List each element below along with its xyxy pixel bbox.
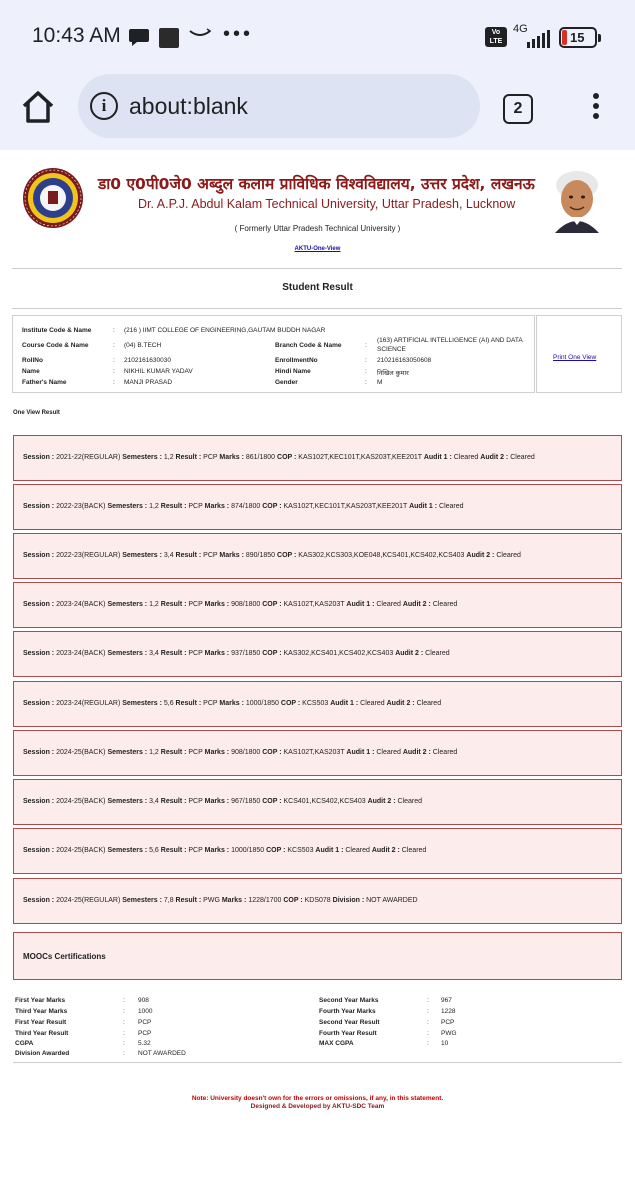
session-field-value: 5,6 [163,700,176,707]
clock: 10:43 AM [32,24,121,47]
hindi-name-label: Hindi Name [275,368,311,375]
colon: : [113,342,115,349]
session-field-label: Marks : [204,650,232,657]
session-field-label: Audit 2 : [402,601,433,608]
session-field-value: PCP [188,749,205,756]
session-field-label: Semesters : [107,847,150,854]
session-text [23,503,464,510]
session-field-label: Audit 2 : [480,454,511,461]
session-field-label: Marks : [219,454,246,461]
session-field-value: 5,6 [149,847,161,854]
more-notifications-icon: ••• [223,23,254,45]
session-field-value: 890/1850 [245,552,278,559]
session-field-label: Result : [160,601,189,608]
session-field-value: Cleared [360,700,387,707]
chat-bubble-icon [128,27,150,51]
session-text [23,847,426,854]
session-field-value: PCP [188,601,205,608]
session-field-label: Semesters : [122,700,164,707]
session-field-label: Semesters : [107,749,150,756]
session-field-value: Cleared [453,454,481,461]
print-one-view-link[interactable]: Print One View [553,354,597,361]
session-field-label: Marks : [204,798,232,805]
session-field-label: Audit 2 : [367,798,398,805]
tab-switcher-button[interactable]: 2 [503,94,533,124]
session-field-label: Result : [175,552,204,559]
session-field-label: Marks : [204,749,232,756]
session-field-label: Semesters : [107,503,150,510]
father-name-label: Father's Name [22,379,67,386]
session-field-value: 1000/1850 [245,700,281,707]
session-row [13,779,622,825]
institute-label: Institute Code & Name [22,327,92,334]
session-field-value: 967/1850 [231,798,263,805]
session-field-label: Audit 1 : [346,749,377,756]
rollno-value: 2102161630030 [124,357,171,364]
session-field-value: Cleared [425,650,450,657]
session-row [13,484,622,530]
session-row [13,533,622,579]
volte-icon: Vo LTE [485,27,507,47]
session-field-value: 1000/1850 [231,847,267,854]
session-text [23,650,450,657]
session-field-label: Semesters : [107,650,150,657]
session-field-label: Result : [160,503,189,510]
divider [12,308,622,309]
institute-value: (216 ) IIMT COLLEGE OF ENGINEERING,GAUTAM BUDDH NAGAR [124,327,326,334]
session-field-value: Cleared [397,798,423,805]
session-field-value: Cleared [376,749,403,756]
session-field-value: PCP [203,552,220,559]
hindi-name-value: निखिल कुमार [377,370,409,377]
kalam-portrait [541,165,613,233]
session-field-label: COP : [262,798,284,805]
session-row [13,730,622,776]
swoosh-icon [188,23,212,47]
session-field-label: COP : [277,552,299,559]
session-field-value: KDS078 [304,897,333,904]
colon: : [365,379,367,386]
colon: : [113,368,115,375]
session-field-label: Audit 1 : [330,700,361,707]
session-field-value: 874/1800 [231,503,263,510]
session-field-value: PWG [203,897,222,904]
name-value: NIKHIL KUMAR YADAV [124,368,193,375]
university-logo [22,167,84,229]
session-field-label: Audit 1 : [346,601,377,608]
session-field-value: 2022-23(REGULAR) [56,552,123,559]
session-field-label: Audit 2 : [386,700,417,707]
session-field-value: 2024-25(REGULAR) [56,897,123,904]
session-field-label: Result : [175,700,204,707]
session-text [23,700,441,707]
session-field-label: Audit 1 : [315,847,346,854]
session-field-label: Result : [175,454,204,461]
session-field-value: KAS102T,KEC101T,KAS203T,KEE201T [283,503,410,510]
session-field-label: Session : [23,601,57,608]
session-field-label: Session : [23,798,57,805]
session-field-value: Cleared [376,601,403,608]
session-field-label: Audit 1 : [409,503,440,510]
colon: : [365,342,367,349]
session-field-label: Audit 2 : [395,650,426,657]
session-field-label: Session : [23,897,57,904]
session-field-value: 2021-22(REGULAR) [56,454,123,461]
battery-level: 15 [570,30,585,45]
browser-toolbar [0,72,635,150]
session-field-value: 1,2 [149,601,161,608]
university-header [0,160,635,233]
session-text [23,798,422,805]
branch-label: Branch Code & Name [275,342,342,349]
colon: : [365,357,367,364]
university-name-hindi: डा0 ए0पी0जे0 अब्दुल कलाम प्राविधिक विश्वविद्यालय, उत्तर प्रदेश, लखनऊ [98,175,535,193]
session-field-value: PCP [188,798,205,805]
session-field-value: PCP [203,454,220,461]
session-field-value: NOT AWARDED [366,897,418,904]
designed-by: Designed & Developed by AKTU-SDC Team [250,1103,385,1110]
session-text [23,749,457,756]
session-field-value: KAS302,KCS401,KCS402,KCS403 [283,650,396,657]
session-field-value: Cleared [401,847,427,854]
gender-value: M [377,379,383,386]
session-row [13,435,622,481]
session-field-value: 937/1850 [231,650,263,657]
session-field-value: 7,8 [163,897,176,904]
session-field-value: PCP [188,847,205,854]
session-field-value: Cleared [432,749,458,756]
session-text [23,454,535,461]
page-title: Student Result [282,282,353,293]
session-field-value: 1,2 [163,454,176,461]
overflow-menu-icon[interactable] [584,93,608,123]
session-field-value: KAS102T,KAS203T [283,749,347,756]
session-field-label: Session : [23,552,57,559]
session-field-label: COP : [280,700,303,707]
disclaimer-note: Note: University doesn't own for the errors or omissions, if any, in this statement. [191,1095,444,1102]
session-field-value: 2023-24(BACK) [56,650,108,657]
session-field-label: Session : [23,700,57,707]
session-field-value: Cleared [510,454,535,461]
session-field-value: KAS302,KCS303,KOE048,KCS401,KCS402,KCS403 [298,552,467,559]
session-field-value: Cleared [496,552,521,559]
enrollment-label: EnrollmentNo [275,357,318,364]
session-field-label: COP : [262,601,284,608]
session-field-value: 2024-25(BACK) [56,798,108,805]
one-view-result-label: One View Result [13,410,60,416]
session-row [13,681,622,727]
session-field-label: Session : [23,847,57,854]
session-field-label: Marks : [219,552,246,559]
network-type: 4G [513,23,528,35]
session-field-value: Cleared [432,601,458,608]
session-field-value: 2024-25(BACK) [56,749,108,756]
branch-value-line-2: SCIENCE [377,346,406,353]
session-row [13,582,622,628]
session-field-label: Result : [160,749,189,756]
session-field-value: 3,4 [163,552,176,559]
session-field-label: Semesters : [122,454,164,461]
session-field-label: Semesters : [122,552,164,559]
session-field-value: 908/1800 [231,749,263,756]
aktu-one-view-link[interactable]: AKTU-One-View [294,246,341,252]
divider [13,1062,622,1063]
course-label: Course Code & Name [22,342,89,349]
result-page: डा0 ए0पी0जे0 अब्दुल कलाम प्राविधिक विश्वविद्यालय, उत्तर प्रदेश, लखनऊ Dr. A.P.J. Abdul Kalam Technical University, Uttar Pradesh, Lucknow ( Formerly Uttar Pradesh Technical University ) AKTU-One-View Student Result Institute Code & Name : (216 ) IIMT COLLEGE OF ENGINEERING,GAUTAM BUDDH NAGAR Course Code & Name : (04) B.TECH Branch Code & Name : (163) ARTIFICIAL INTELLIGENCE (AI) AND DATA SCIENCE RollNo : 2102161630030 EnrollmentNo : 210216163050608 Name : NIKHIL KUMAR YADAV Hindi Name : निखिल कुमार Father's Name : MANJI PRASAD Gender : M Print One View One View Result Session : 2021-22(REGULAR) Semesters : 1,2 Result : PCP Marks : 861/1800 COP : KAS102T,KEC101T,KAS203T,KEE201T Audit 1 : Cleared Audit 2 : Cleared Session : 2022-23(BACK) Semesters : 1,2 Result : PCP Marks : 874/1800 COP : KAS102T,KEC101T,KAS203T,KEE201T Audit 1 : Cleared Session : 2022-23(REGULAR) Semesters : 3,4 Result : PCP Marks : 890/1850 COP : KAS302,KCS303,KOE048,KCS401,KCS402,KCS403 Audit 2 : Cleared Session : 2023-24(BACK) Semesters : 1,2 Result : PCP Marks : 908/1800 COP : KAS102T,KAS203T Audit 1 : Cleared Audit 2 : Cleared Session : 2023-24(BACK) Semesters : 3,4 Result : PCP Marks : 937/1850 COP : KAS302,KCS401,KCS402,KCS403 Audit 2 : Cleared Session : 2023-24(REGULAR) Semesters : 5,6 Result : PCP Marks : 1000/1850 COP : KCS503 Audit 1 : Cleared Audit 2 : Cleared Session : 2024-25(BACK) Semesters : 1,2 Result : PCP Marks : 908/1800 COP : KAS102T,KAS203T Audit 1 : Cleared Audit 2 : Cleared Session : 2024-25(BACK) Semesters : 3,4 Result : PCP Marks : 967/1850 COP : KCS401,KCS402,KCS403 Audit 2 : Cleared Session : 2024-25(BACK) Semesters : 5,6 Result : PCP Marks : 1000/1850 COP : KCS503 Audit 1 : Cleared Audit 2 : Cleared Session : 2024-25(REGULAR) Semesters : 7,8 Result : PWG Marks : 1228/1700 COP : KDS078 Division : NOT AWARDED MOOCs Certifications First Year Marks : 908 Third Year Marks : 1000 First Year Result : PCP Third Year Result : PCP CGPA : 5.32 Division Awarded : NOT AWARDED Second Year Marks : 967 Fourth Year Marks : 1228 Second Year Result : PCP Fourth Year Result : PWG MAX CGPA : 10 Note: University doesn't own for the errors or omissions, if any, in this statement. Designed & Developed by AKTU-SDC Team [0,150,635,1200]
session-row [13,631,622,677]
session-field-label: Marks : [204,503,232,510]
session-field-label: Session : [23,650,57,657]
session-field-value: 1,2 [149,503,161,510]
session-field-label: COP : [262,749,284,756]
status-bar [0,0,635,72]
session-row [13,828,622,874]
course-value: (04) B.TECH [124,342,162,349]
session-field-label: Session : [23,503,57,510]
session-field-value: KCS503 [302,700,331,707]
name-label: Name [22,368,40,375]
session-field-value: 3,4 [149,798,161,805]
signal-strength-icon [513,30,551,48]
formerly-note: ( Formerly Uttar Pradesh Technical University ) [234,224,401,233]
branch-value-line-1: (163) ARTIFICIAL INTELLIGENCE (AI) AND DATA [377,337,523,344]
moocs-label: MOOCs Certifications [23,952,106,961]
session-field-value: 861/1800 [245,454,278,461]
colon: : [113,327,115,334]
session-field-value: KCS401,KCS402,KCS403 [283,798,368,805]
notification-square-icon [159,28,179,48]
session-field-label: COP : [277,454,299,461]
session-field-label: Marks : [221,897,249,904]
rollno-label: RollNo [22,357,43,364]
session-field-value: KAS102T,KEC101T,KAS203T,KEE201T [298,454,424,461]
session-field-value: PCP [188,650,205,657]
session-field-label: Audit 1 : [423,454,454,461]
battery-icon [559,27,597,48]
session-field-value: PCP [203,700,220,707]
session-field-label: Division : [332,897,367,904]
print-panel [536,315,622,393]
session-text [23,897,418,904]
session-field-value: 1,2 [149,749,161,756]
student-info-panel [12,315,535,393]
session-field-label: Semesters : [122,897,164,904]
colon: : [113,357,115,364]
session-field-label: Result : [160,847,189,854]
session-field-label: Marks : [219,700,246,707]
url-text[interactable]: about:blank [129,93,248,119]
home-icon[interactable] [18,87,58,127]
session-field-value: 3,4 [149,650,161,657]
father-name-value: MANJI PRASAD [124,379,173,386]
session-field-value: 2023-24(BACK) [56,601,108,608]
address-bar[interactable] [78,74,480,138]
session-text [23,601,457,608]
session-field-value: PCP [188,503,205,510]
session-field-label: Session : [23,454,57,461]
session-field-label: Result : [160,798,189,805]
session-field-label: Session : [23,749,57,756]
session-field-value: 2024-25(BACK) [56,847,108,854]
session-field-value: 1228/1700 [248,897,284,904]
info-icon[interactable]: i [90,92,118,120]
session-text [23,552,521,559]
session-field-value: 908/1800 [231,601,263,608]
moocs-section [13,932,622,980]
session-field-value: Cleared [439,503,464,510]
session-field-label: Semesters : [107,798,150,805]
session-field-label: COP : [262,503,284,510]
session-field-value: KAS102T,KAS203T [283,601,347,608]
university-name-english: Dr. A.P.J. Abdul Kalam Technical University, Uttar Pradesh, Lucknow [138,197,516,211]
session-field-label: Marks : [204,601,232,608]
session-field-label: Audit 2 : [466,552,497,559]
session-field-label: COP : [283,897,305,904]
session-field-label: Audit 2 : [371,847,402,854]
session-field-label: Marks : [204,847,232,854]
enrollment-value: 210216163050608 [377,357,432,364]
session-field-label: COP : [266,847,288,854]
session-field-label: Audit 2 : [402,749,433,756]
session-field-label: Semesters : [107,601,150,608]
session-field-value: 2023-24(REGULAR) [56,700,123,707]
gender-label: Gender [275,379,298,386]
session-field-label: COP : [262,650,284,657]
session-field-value: KCS503 [287,847,316,854]
session-field-label: Result : [175,897,204,904]
session-field-value: 2022-23(BACK) [56,503,108,510]
colon: : [365,368,367,375]
session-field-value: Cleared [416,700,442,707]
session-row [13,878,622,924]
divider [12,268,622,269]
colon: : [113,379,115,386]
session-field-label: Result : [160,650,189,657]
session-field-value: Cleared [345,847,372,854]
